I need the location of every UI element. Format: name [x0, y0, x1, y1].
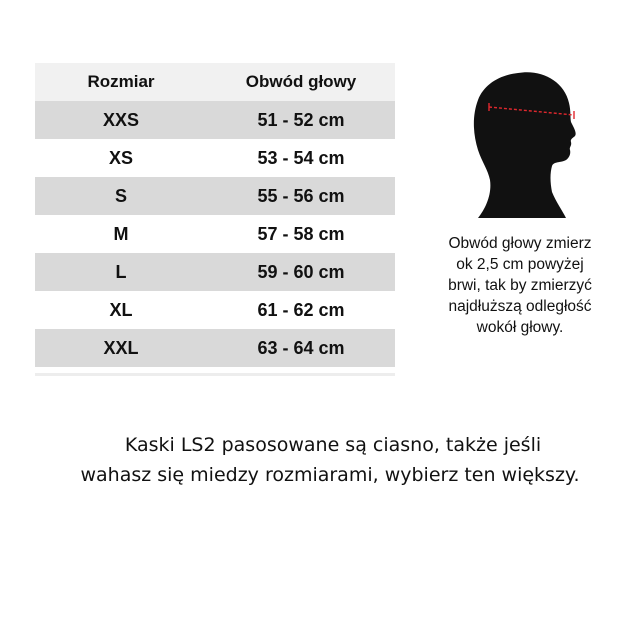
table-row	[35, 177, 395, 215]
circumference-cell: 57 - 58 cm	[257, 223, 345, 244]
size-cell: XXS	[102, 109, 140, 130]
size-cell: S	[114, 185, 127, 206]
table-row	[35, 291, 395, 329]
footer-line: wahasz się miedzy rozmiarami, wybierz ten większy.	[80, 464, 580, 486]
table-bottom-edge	[35, 373, 395, 376]
circumference-cell: 51 - 52 cm	[257, 109, 345, 130]
circumference-cell: 61 - 62 cm	[257, 299, 345, 320]
table-header-row	[35, 63, 395, 101]
circumference-cell: 59 - 60 cm	[257, 261, 345, 282]
table-row	[35, 101, 395, 139]
table-row	[35, 329, 395, 367]
header-size: Rozmiar	[87, 72, 155, 91]
circumference-cell: 55 - 56 cm	[257, 185, 345, 206]
note-line: najdłuższą odległość	[448, 298, 592, 315]
size-cell: L	[115, 261, 127, 282]
circumference-cell: 63 - 64 cm	[257, 337, 345, 358]
fit-advice	[0, 430, 640, 490]
size-cell: XL	[109, 299, 133, 320]
table-row	[35, 215, 395, 253]
size-cell: XXL	[103, 337, 139, 358]
circumference-cell: 53 - 54 cm	[257, 147, 345, 168]
footer-line: Kaski LS2 pasosowane są ciasno, także jeśli	[124, 434, 542, 456]
table-row	[35, 253, 395, 291]
size-cell: XS	[108, 147, 133, 168]
note-line: Obwód głowy zmierz	[448, 235, 592, 252]
note-line: wokół głowy.	[476, 319, 564, 336]
table-row	[35, 139, 395, 177]
note-line: ok 2,5 cm powyżej	[456, 256, 584, 273]
measurement-note	[406, 233, 634, 338]
head-profile-icon	[470, 70, 590, 218]
size-table	[35, 63, 395, 367]
head-silhouette	[474, 72, 576, 218]
size-cell: M	[113, 223, 129, 244]
header-head-circumference: Obwód głowy	[245, 72, 357, 91]
note-line: brwi, tak by zmierzyć	[448, 277, 592, 294]
